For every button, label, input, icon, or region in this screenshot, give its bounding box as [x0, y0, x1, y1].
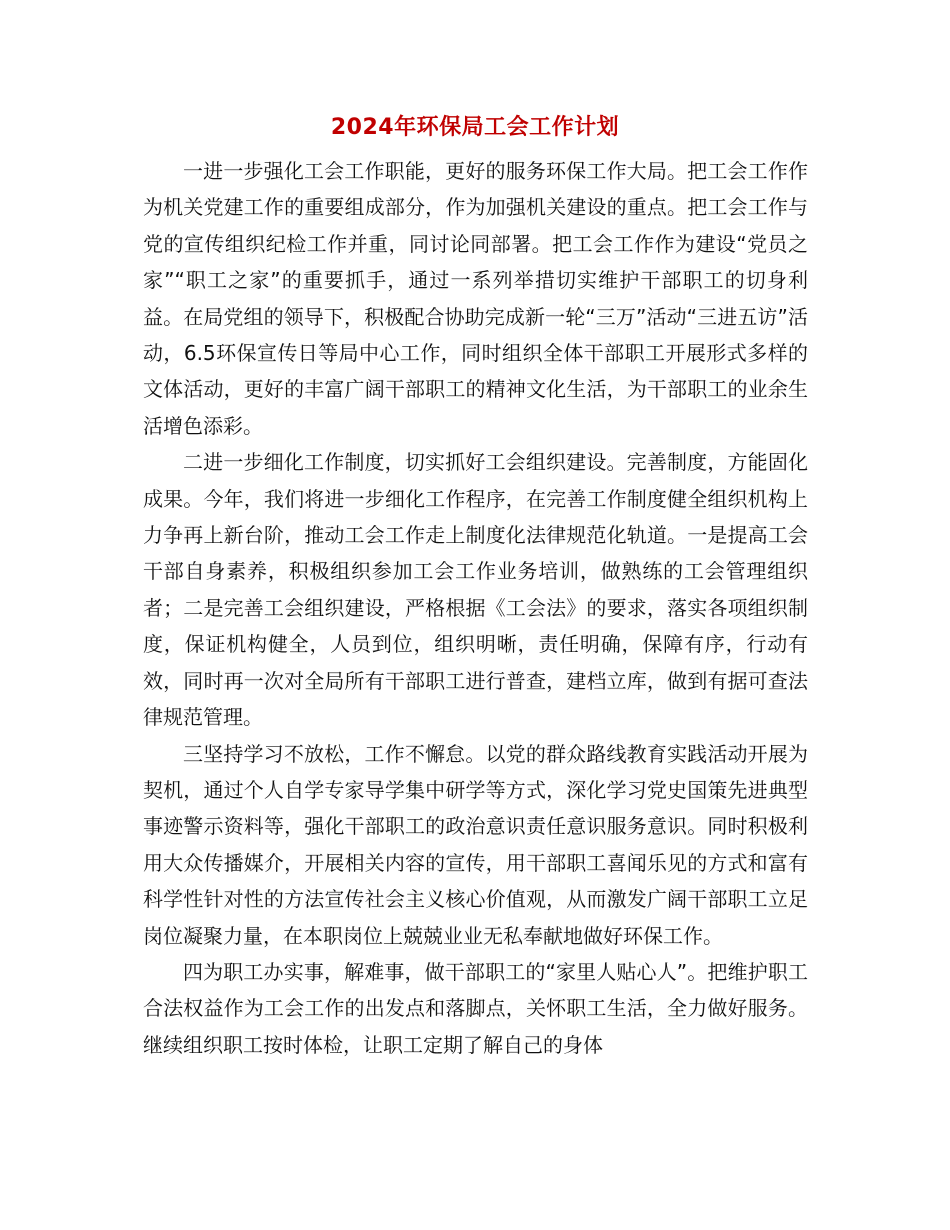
document-body: [143, 153, 808, 1063]
document-title: 2024年环保局工会工作计划: [330, 115, 620, 140]
paragraph-1: 一进一步强化工会工作职能，更好的服务环保工作大局。把工会工作作为机关党建工作的重要组成部分，作为加强机关建设的重点。把工会工作与党的宣传组织纪检工作并重，同讨论同部署。把工会工作作为建设“党员之家”“职工之家”的重要抓手，通过一系列举措切实维护干部职工的切身利益。在局党组的领导下，积极配合协助完成新一轮“三万”活动“三进五访”活动，6.5环保宣传日等局中心工作，同时组织全体干部职工开展形式多样的文体活动，更好的丰富广阔干部职工的精神文化生活，为干部职工的业余生活增色添彩。: [143, 159, 808, 438]
paragraph-3: 三坚持学习不放松，工作不懈怠。以党的群众路线教育实践活动开展为契机，通过个人自学专家导学集中研学等方式，深化学习党史国策先进典型事迹警示资料等，强化干部职工的政治意识责任意识服务意识。同时积极利用大众传播媒介，开展相关内容的宣传，用干部职工喜闻乐见的方式和富有科学性针对性的方法宣传社会主义核心价值观，从而激发广阔干部职工立足岗位凝聚力量，在本职岗位上兢兢业业无私奉献地做好环保工作。: [143, 741, 808, 948]
paragraph-4: 四为职工办实事，解难事，做干部职工的“家里人贴心人”。把维护职工合法权益作为工会工作的出发点和落脚点，关怀职工生活，全力做好服务。继续组织职工按时体检，让职工定期了解自己的身体: [143, 959, 808, 1057]
paragraph-2: 二进一步细化工作制度，切实抓好工会组织建设。完善制度，方能固化成果。今年，我们将进一步细化工作程序，在完善工作制度健全组织机构上力争再上新台阶，推动工会工作走上制度化法律规范化轨道。一是提高工会干部自身素养，积极组织参加工会工作业务培训，做熟练的工会管理组织者；二是完善工会组织建设，严格根据《工会法》的要求，落实各项组织制度，保证机构健全，人员到位，组织明晰，责任明确，保障有序，行动有效，同时再一次对全局所有干部职工进行普查，建档立库，做到有据可查法律规范管理。: [143, 450, 808, 730]
